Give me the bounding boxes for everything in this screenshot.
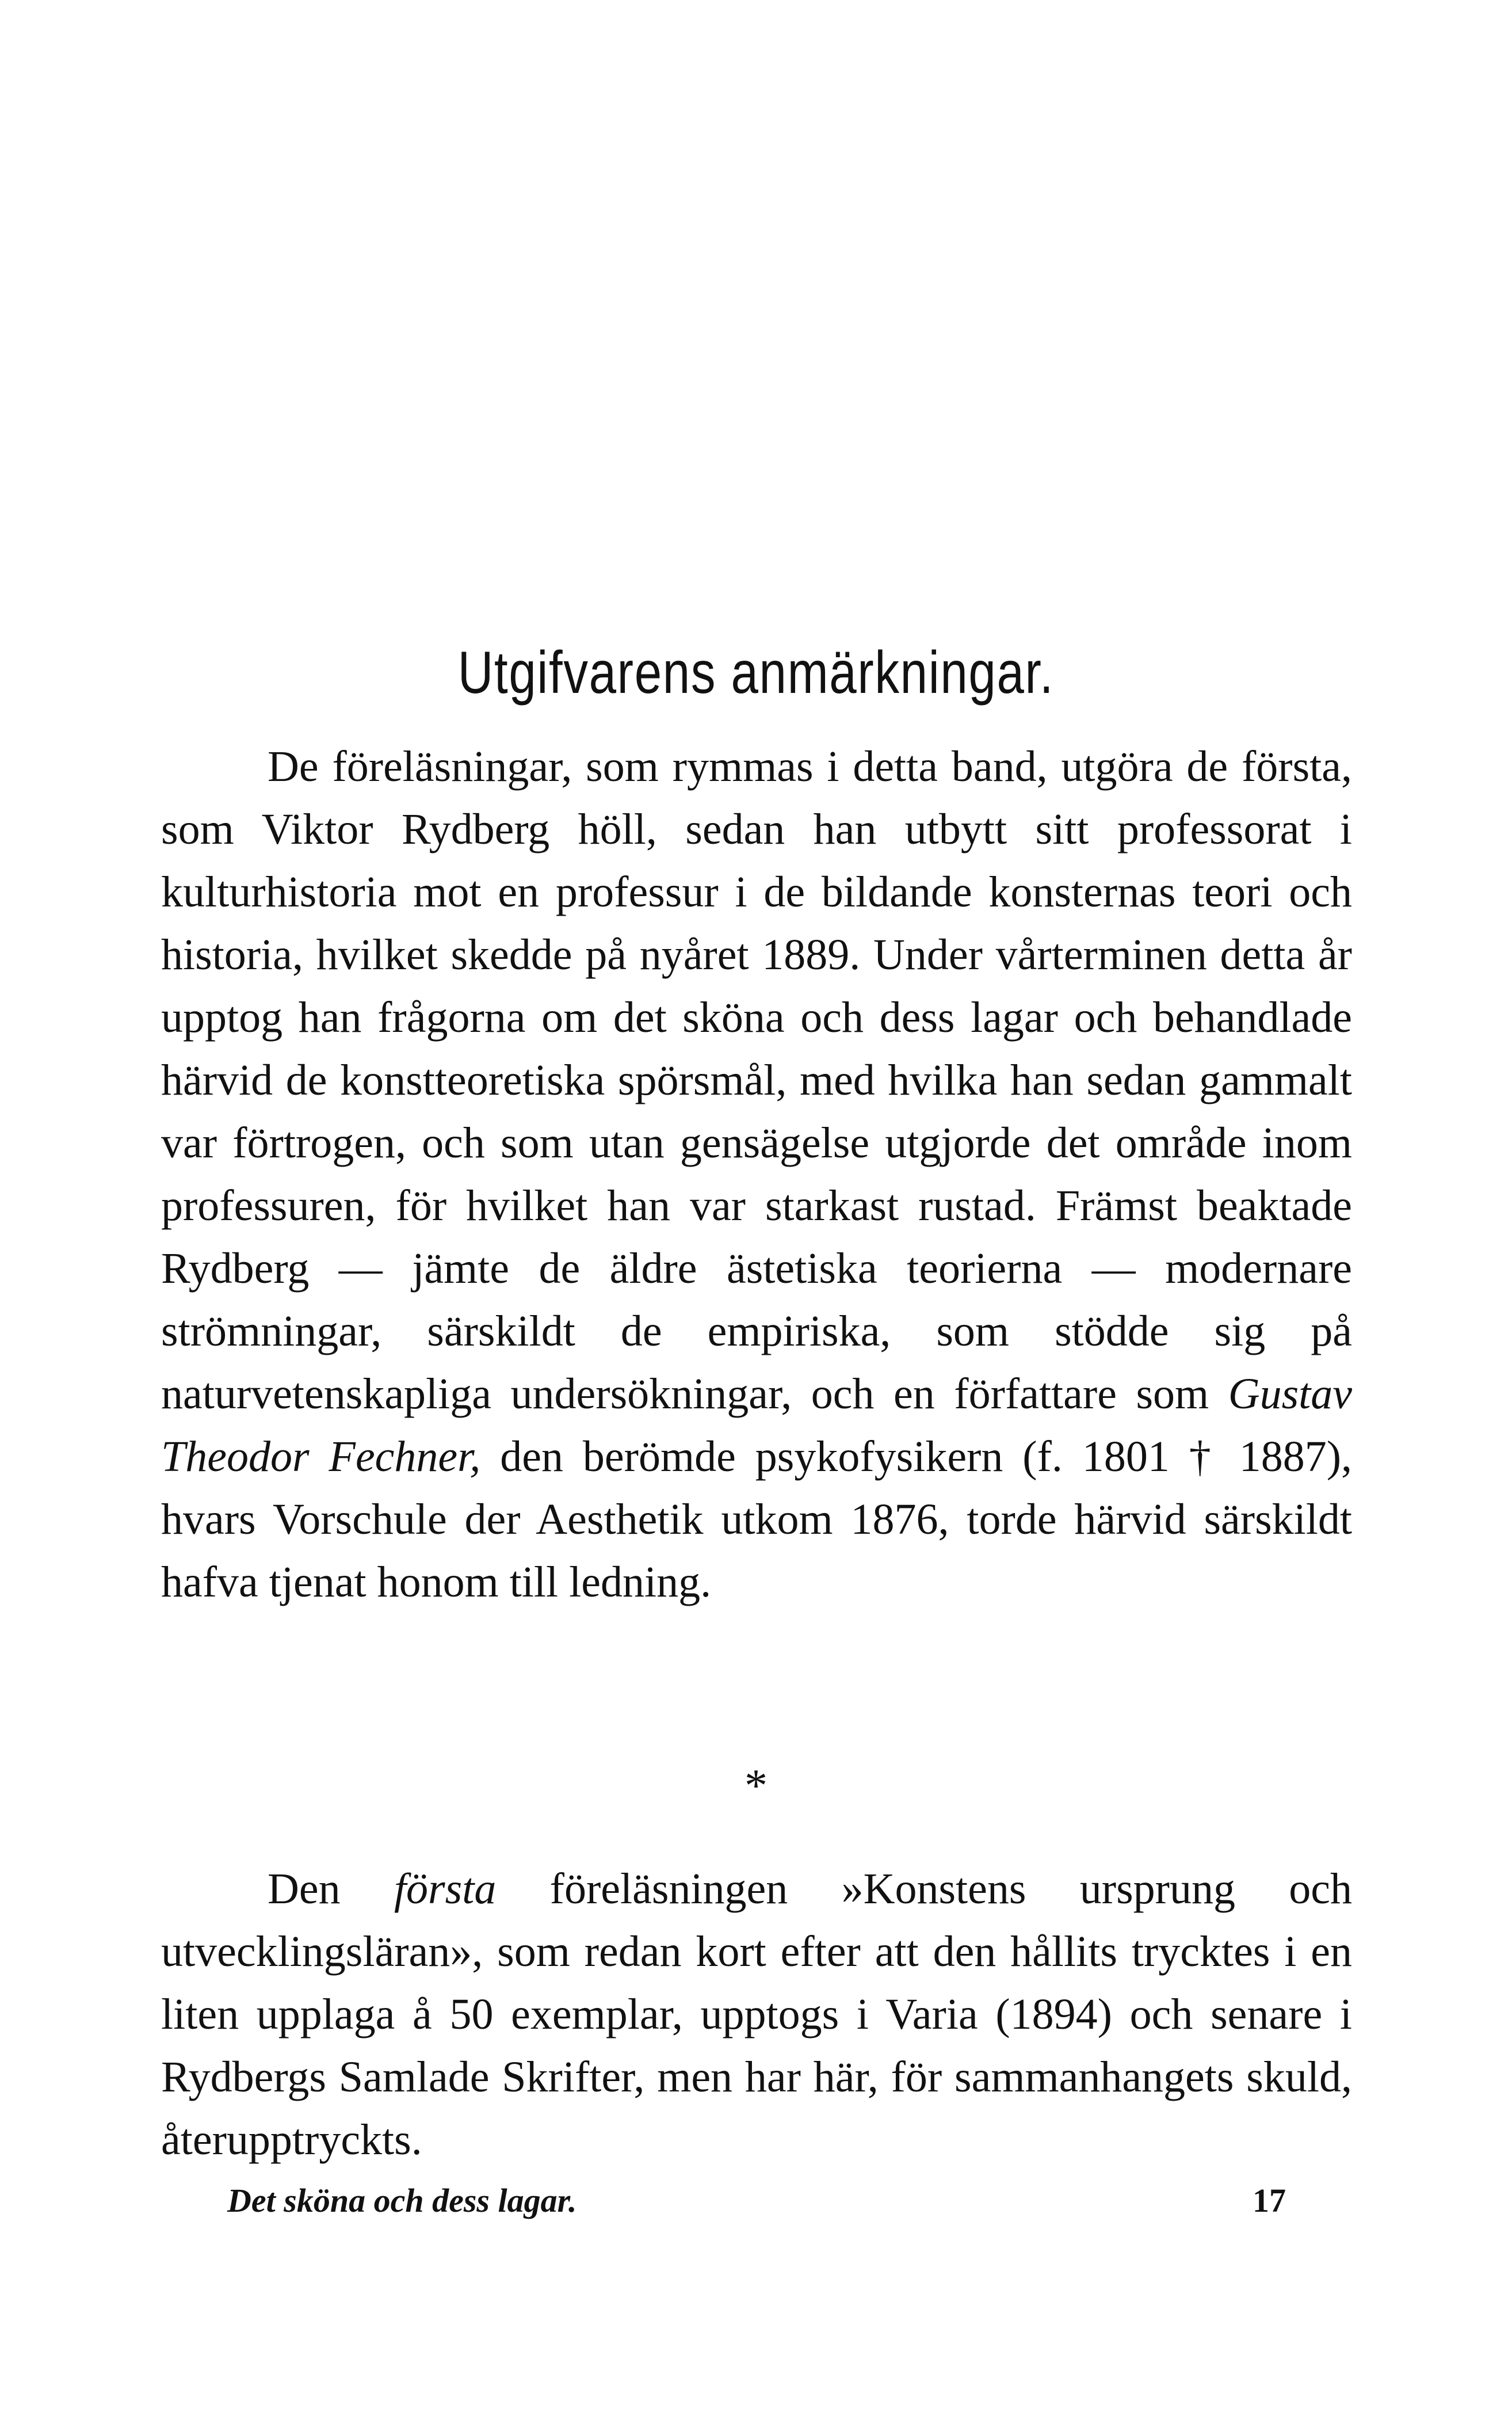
paragraph-first-lecture-text: föreläsningen »Konstens ursprung och utvecklingsläran», som redan kort efter att den hållits trycktes i en liten upplaga å 50 exemplar, upptogs i Varia (1894) och senare i Rydbergs Samlade Skrifter, men har här, för sammanhangets skuld, återupptryckts. [161, 1865, 1353, 2164]
emphasis-word: första [394, 1865, 497, 1913]
paragraph-intro [161, 736, 1352, 1614]
section-separator: * [744, 1761, 768, 1811]
signature-mark: Det sköna och dess lagar. [227, 2182, 577, 2219]
paragraph-intro-text: De föreläsningar, som rymmas i detta band, utgöra de första, som Viktor Rydberg höll, sedan han utbytt sitt professorat i kulturhistoria mot en professur i de bildande konsternas teori och historia, hvilket skedde på nyåret 1889. Under vårterminen detta år upptog han frågorna om det sköna och dess lagar och behandlade härvid de konstteoretiska spörsmål, med hvilka han sedan gammalt var förtrogen, och som utan gensägelse utgjorde det område inom professuren, för hvilket han var starkast rustad. Främst beaktade Rydberg — jämte de äldre ästetiska teorierna — modernare strömningar, särskildt de empiriska, som stödde sig på naturvetenskapliga undersökningar, och en författare som [161, 742, 1352, 1418]
page-footer [227, 2181, 1286, 2220]
paragraph-first-lecture-start: Den [268, 1865, 341, 1913]
page-heading: Utgifvarens anmärkningar. [457, 639, 1055, 706]
paragraph-first-lecture [161, 1858, 1352, 2171]
page-number: 17 [1253, 2182, 1286, 2219]
paragraph-intro-text-end: den berömde psykofysikern (f. 1801 † 1887), hvars Vorschule der Aesthetik utkom 1876, torde härvid särskildt hafva tjenat honom till ledning. [161, 1432, 1353, 1606]
author-name: Gustav Theodor Fechner, [161, 1370, 1353, 1481]
